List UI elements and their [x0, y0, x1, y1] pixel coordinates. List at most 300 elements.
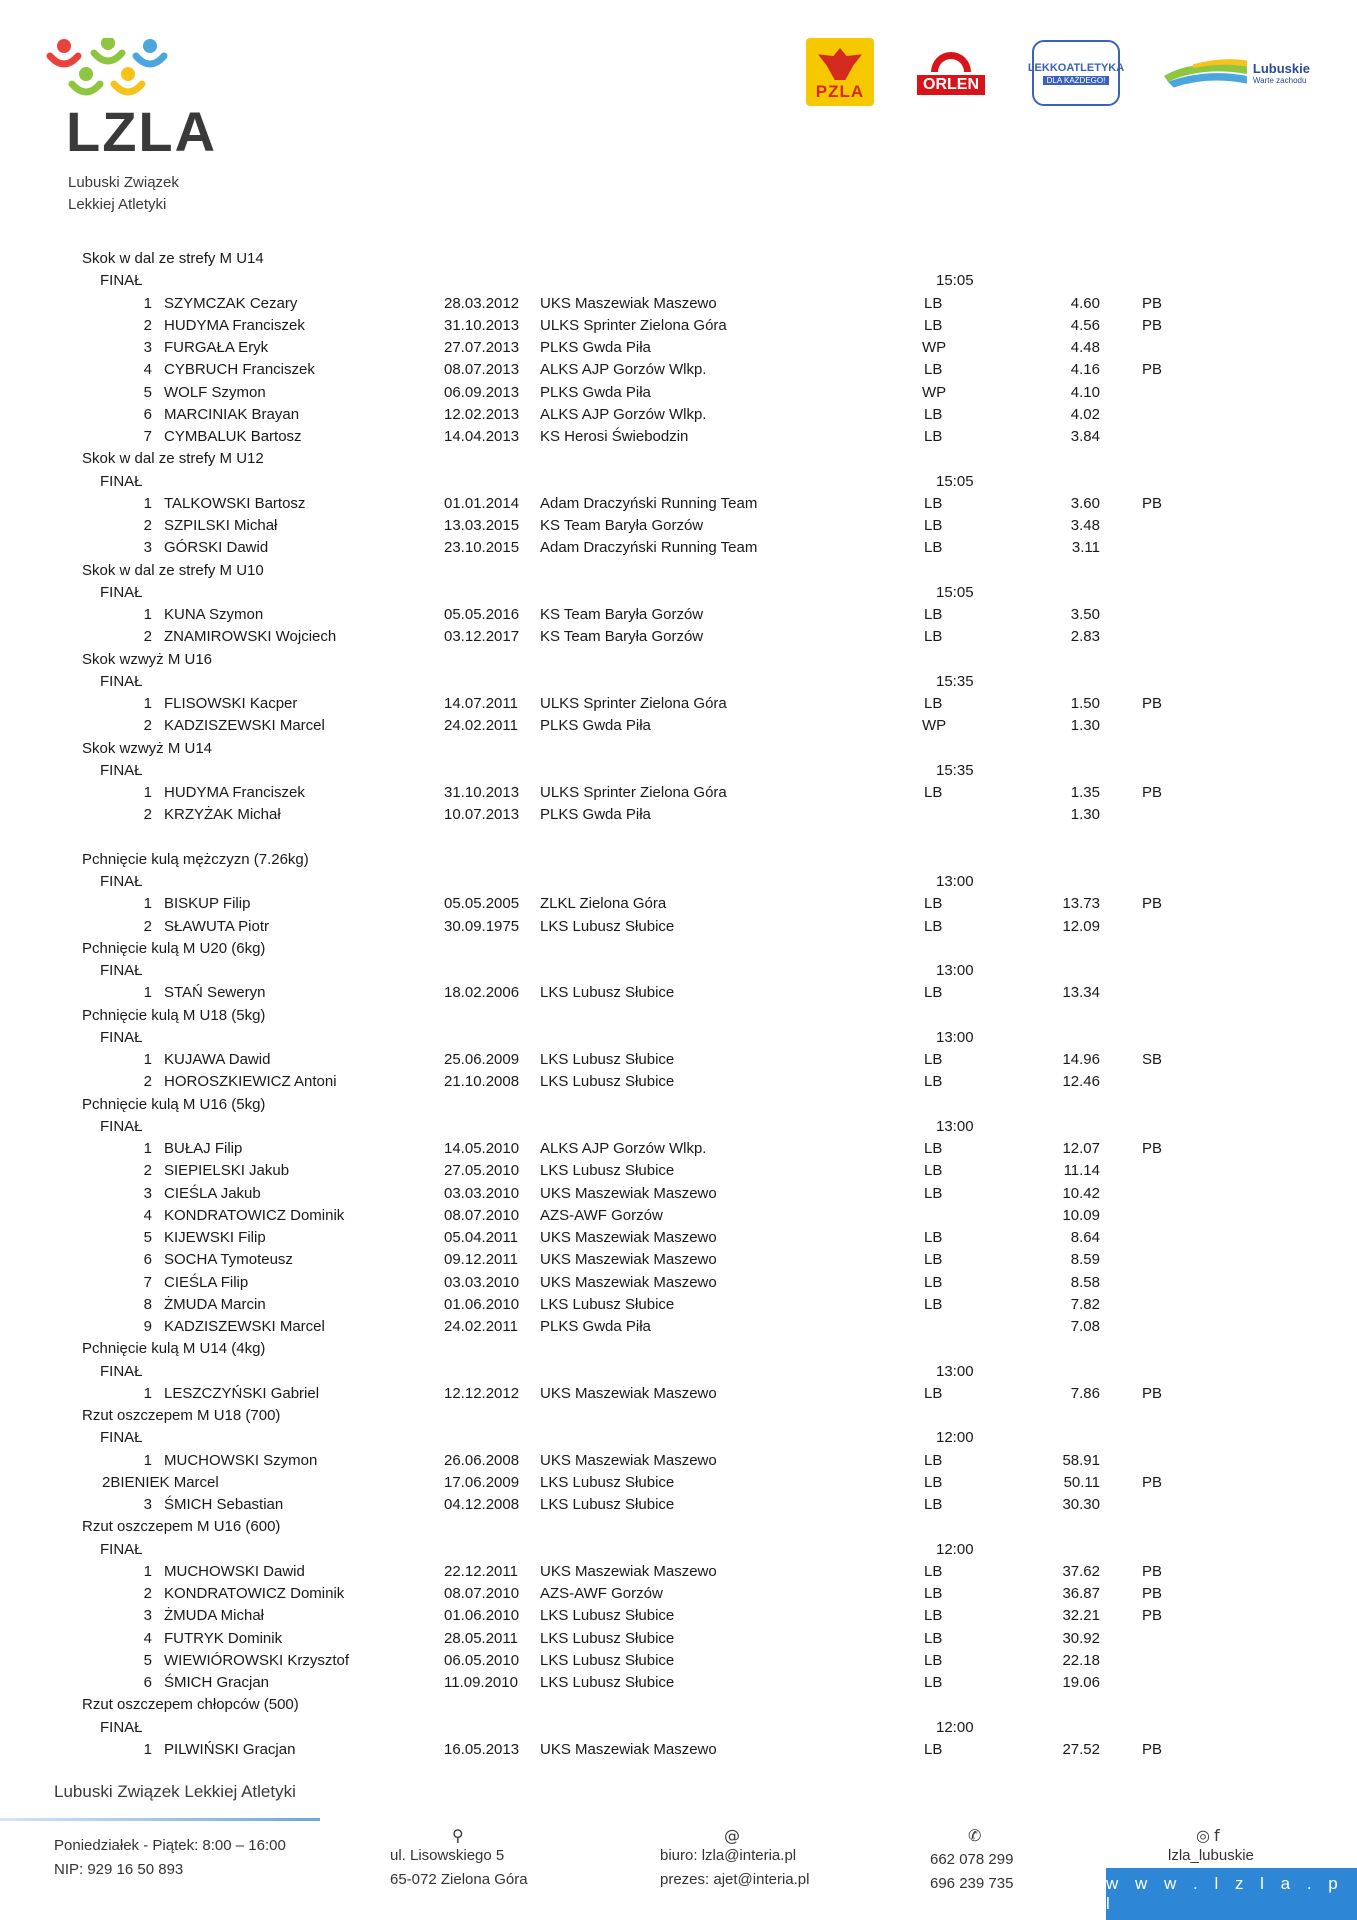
- result-place: 7: [143, 428, 152, 445]
- event-time: 15:05: [936, 583, 974, 601]
- result-mark: 27.52: [1062, 1740, 1100, 1758]
- logo-wordmark: LZLA: [66, 100, 218, 163]
- result-club: AZS-AWF Gorzów: [540, 1206, 663, 1224]
- event-title: Pchnięcie kulą mężczyzn (7.26kg): [82, 850, 309, 868]
- result-row: [0, 982, 1357, 1004]
- result-athlete-name: KADZISZEWSKI Marcel: [164, 717, 325, 735]
- event-round-row: [0, 960, 1357, 982]
- result-region: LB: [924, 1140, 943, 1157]
- result-region: LB: [924, 294, 943, 312]
- event-round: FINAŁ: [100, 1028, 143, 1046]
- result-place: 6: [143, 1251, 152, 1269]
- page-header: [0, 0, 1357, 240]
- result-athlete-name: KADZISZEWSKI Marcel: [164, 1318, 325, 1335]
- result-birth-date: 14.04.2013: [444, 428, 520, 445]
- event-time: 13:00: [936, 1028, 974, 1046]
- result-row: [0, 1583, 1357, 1605]
- result-row: [0, 382, 1357, 404]
- result-place: 8: [143, 1295, 152, 1313]
- event-round-row: [0, 1361, 1357, 1383]
- event-round-row: [0, 1539, 1357, 1561]
- event-round-row: [0, 471, 1357, 493]
- result-mark: 1.30: [1070, 806, 1100, 824]
- event-round: FINAŁ: [100, 472, 143, 490]
- result-mark: 4.16: [1070, 361, 1100, 379]
- result-birth-date: 08.07.2010: [444, 1206, 520, 1224]
- result-athlete-name: STAŃ Seweryn: [164, 984, 266, 1002]
- event-title: Rzut oszczepem chłopców (500): [82, 1696, 299, 1714]
- event-round: FINAŁ: [100, 761, 143, 779]
- footer-office-info: [54, 1834, 286, 1882]
- result-mark: 4.60: [1070, 294, 1100, 312]
- result-mark: 58.91: [1062, 1451, 1100, 1469]
- result-place: 1: [143, 784, 152, 801]
- result-athlete-name: SZPILSKI Michał: [164, 517, 278, 534]
- result-athlete-name: MUCHOWSKI Dawid: [164, 1562, 305, 1580]
- result-mark: 7.82: [1070, 1295, 1100, 1313]
- result-region: LB: [924, 316, 943, 334]
- result-club: LKS Lubusz Słubice: [540, 1473, 675, 1491]
- result-birth-date: 05.05.2005: [444, 895, 520, 913]
- result-region: LB: [924, 1384, 943, 1402]
- result-mark: 3.84: [1070, 428, 1100, 445]
- result-place: 1: [143, 984, 152, 1002]
- result-place: 5: [143, 1651, 152, 1669]
- result-birth-date: 09.12.2011: [444, 1251, 518, 1269]
- result-athlete-name: CIEŚLA Filip: [164, 1273, 249, 1291]
- event-round-row: [0, 582, 1357, 604]
- result-athlete-name: BIENIEK Marcel: [110, 1473, 219, 1491]
- result-row: [0, 404, 1357, 426]
- result-athlete-name: KONDRATOWICZ Dominik: [164, 1206, 345, 1224]
- result-club: LKS Lubusz Słubice: [540, 917, 675, 935]
- result-row: [0, 1450, 1357, 1472]
- result-note-badge: PB: [1142, 316, 1163, 334]
- event-title-row: [0, 849, 1357, 871]
- result-row: [0, 1183, 1357, 1205]
- result-region: LB: [924, 1162, 943, 1180]
- result-birth-date: 01.06.2010: [444, 1295, 520, 1313]
- result-note-badge: PB: [1142, 1562, 1163, 1580]
- result-row: [0, 1049, 1357, 1071]
- event-title-row: [0, 448, 1357, 470]
- result-athlete-name: ŻMUDA Marcin: [164, 1295, 266, 1313]
- result-region: LB: [924, 895, 943, 913]
- event-time: 15:35: [936, 672, 974, 690]
- orlen-eagle-icon: [931, 52, 971, 72]
- result-birth-date: 08.07.2010: [444, 1585, 520, 1602]
- lubuskie-logo-sublabel: Warte zachodu: [1252, 76, 1307, 85]
- result-mark: 3.60: [1070, 494, 1100, 512]
- lubuskie-logo-label: Lubuskie: [1252, 61, 1310, 76]
- event-time: 13:00: [936, 1362, 974, 1380]
- result-club: LKS Lubusz Słubice: [540, 1629, 675, 1647]
- result-place: 6: [143, 405, 152, 423]
- result-region: LB: [924, 984, 943, 1002]
- logo-subtitle-line1: Lubuski Związek: [68, 174, 179, 191]
- orlen-logo-label: ORLEN: [917, 75, 985, 95]
- result-region: LB: [924, 628, 943, 646]
- result-club: LKS Lubusz Słubice: [540, 1051, 675, 1068]
- result-club: ZLKL Zielona Góra: [540, 895, 667, 913]
- event-title-row: [0, 1338, 1357, 1360]
- result-note-badge: PB: [1142, 784, 1163, 801]
- result-mark: 3.48: [1070, 517, 1100, 534]
- event-time: 15:05: [936, 472, 974, 490]
- result-place: 5: [143, 383, 152, 401]
- result-place: 2: [143, 917, 152, 935]
- result-birth-date: 04.12.2008: [444, 1496, 520, 1513]
- result-mark: 7.86: [1070, 1384, 1100, 1402]
- result-row: [0, 1605, 1357, 1627]
- result-mark: 30.92: [1062, 1629, 1100, 1647]
- result-row: [0, 782, 1357, 804]
- result-region: LB: [924, 1674, 943, 1691]
- result-region: LB: [924, 494, 943, 512]
- result-region: LB: [924, 606, 943, 623]
- result-region: LB: [924, 1607, 943, 1625]
- result-club: LKS Lubusz Słubice: [540, 984, 675, 1002]
- event-time: 13:00: [936, 873, 974, 890]
- result-place: 4: [143, 361, 152, 379]
- result-athlete-name: LESZCZYŃSKI Gabriel: [164, 1384, 320, 1402]
- result-mark: 50.11: [1063, 1473, 1100, 1491]
- event-round-row: [0, 760, 1357, 782]
- result-place: 1: [143, 606, 152, 623]
- result-row: [0, 715, 1357, 737]
- result-note-badge: PB: [1142, 895, 1163, 913]
- footer-emails: [660, 1844, 809, 1892]
- result-row: [0, 1138, 1357, 1160]
- footer-phone-1[interactable]: 662 078 299: [930, 1851, 1014, 1868]
- result-row: [0, 1227, 1357, 1249]
- event-round: FINAŁ: [100, 1362, 143, 1380]
- result-region: LB: [924, 405, 943, 423]
- result-club: PLKS Gwda Piła: [540, 339, 651, 356]
- result-club: LKS Lubusz Słubice: [540, 1295, 675, 1313]
- result-mark: 8.59: [1070, 1251, 1100, 1269]
- result-row: [0, 1739, 1357, 1761]
- result-row: [0, 426, 1357, 448]
- at-sign-icon: @: [724, 1826, 740, 1845]
- result-athlete-name: FLISOWSKI Kacper: [164, 695, 298, 712]
- result-row: [0, 1249, 1357, 1271]
- result-region: WP: [922, 717, 947, 735]
- lzla-logo: [44, 38, 218, 228]
- result-row: [0, 916, 1357, 938]
- result-birth-date: 14.07.2011: [444, 695, 518, 712]
- result-mark: 4.56: [1070, 316, 1100, 334]
- result-club: LKS Lubusz Słubice: [540, 1073, 675, 1091]
- result-birth-date: 31.10.2013: [444, 316, 520, 334]
- event-title-row: [0, 1516, 1357, 1538]
- result-athlete-name: ZNAMIROWSKI Wojciech: [164, 628, 337, 646]
- event-title: Skok w dal ze strefy M U10: [82, 561, 264, 579]
- result-club: UKS Maszewiak Maszewo: [540, 1251, 717, 1269]
- result-club: UKS Maszewiak Maszewo: [540, 1229, 717, 1246]
- event-round: FINAŁ: [100, 272, 143, 290]
- result-place: 2: [102, 1473, 111, 1491]
- result-birth-date: 14.05.2010: [444, 1140, 520, 1157]
- result-birth-date: 18.02.2006: [444, 984, 520, 1002]
- result-row: [0, 693, 1357, 715]
- footer-address: [390, 1844, 528, 1892]
- result-place: 1: [143, 895, 152, 913]
- result-club: ULKS Sprinter Zielona Góra: [540, 695, 727, 712]
- event-title: Pchnięcie kulą M U14 (4kg): [82, 1340, 266, 1358]
- lubuskie-logo: [1164, 50, 1310, 96]
- result-club: PLKS Gwda Piła: [540, 717, 651, 735]
- result-note-badge: PB: [1142, 494, 1163, 512]
- result-athlete-name: MARCINIAK Brayan: [164, 405, 300, 423]
- result-club: UKS Maszewiak Maszewo: [540, 1184, 717, 1202]
- event-round: FINAŁ: [100, 1429, 143, 1447]
- result-mark: 7.08: [1070, 1318, 1100, 1335]
- result-region: LB: [924, 1073, 943, 1091]
- event-round-row: [0, 1717, 1357, 1739]
- result-athlete-name: ŚMICH Sebastian: [164, 1496, 284, 1513]
- result-club: Adam Draczyński Running Team: [540, 494, 758, 512]
- event-round-row: [0, 270, 1357, 292]
- footer-phone-2[interactable]: 696 239 735: [930, 1875, 1014, 1892]
- result-place: 1: [143, 494, 152, 512]
- result-club: LKS Lubusz Słubice: [540, 1651, 675, 1669]
- result-mark: 12.07: [1062, 1140, 1100, 1157]
- result-place: 5: [143, 1229, 152, 1246]
- event-round-row: [0, 671, 1357, 693]
- result-birth-date: 05.04.2011: [444, 1229, 518, 1246]
- result-club: LKS Lubusz Słubice: [540, 1496, 675, 1513]
- result-club: PLKS Gwda Piła: [540, 383, 651, 401]
- event-title-row: [0, 738, 1357, 760]
- result-birth-date: 27.07.2013: [444, 339, 520, 356]
- result-place: 1: [143, 1562, 152, 1580]
- footer-email-president[interactable]: prezes: ajet@interia.pl: [660, 1871, 810, 1888]
- result-place: 2: [143, 1585, 152, 1602]
- event-round: FINAŁ: [100, 1718, 143, 1736]
- result-mark: 3.50: [1070, 606, 1100, 623]
- result-mark: 4.10: [1070, 383, 1100, 401]
- result-mark: 3.11: [1071, 539, 1100, 557]
- result-place: 1: [143, 695, 152, 712]
- result-mark: 22.18: [1062, 1651, 1100, 1669]
- result-club: UKS Maszewiak Maszewo: [540, 1562, 717, 1580]
- footer-nip: NIP: 929 16 50 893: [54, 1861, 184, 1878]
- page-footer: [0, 1770, 1357, 1920]
- event-title: Pchnięcie kulą M U16 (5kg): [82, 1095, 266, 1113]
- result-club: Adam Draczyński Running Team: [540, 539, 758, 557]
- result-place: 7: [143, 1273, 152, 1291]
- result-row: [0, 1316, 1357, 1338]
- event-title-row: [0, 649, 1357, 671]
- result-birth-date: 22.12.2011: [444, 1562, 518, 1580]
- result-place: 1: [143, 1051, 152, 1068]
- result-row: [0, 1160, 1357, 1182]
- event-title: Skok wzwyż M U16: [82, 650, 213, 668]
- result-birth-date: 24.02.2011: [444, 1318, 518, 1335]
- result-club: LKS Lubusz Słubice: [540, 1607, 675, 1625]
- logo-subtitle-line2: Lekkiej Atletyki: [68, 196, 167, 213]
- result-row: [0, 1628, 1357, 1650]
- result-region: LB: [924, 917, 943, 935]
- event-title: Pchnięcie kulą M U18 (5kg): [82, 1006, 266, 1024]
- result-athlete-name: HUDYMA Franciszek: [164, 316, 305, 334]
- phone-icon: ✆: [968, 1826, 982, 1845]
- result-region: LB: [924, 1451, 943, 1469]
- footer-org-name: Lubuski Związek Lekkiej Atletyki: [54, 1782, 296, 1801]
- result-note-badge: PB: [1142, 294, 1163, 312]
- event-time: 15:35: [936, 761, 974, 779]
- event-title-row: [0, 560, 1357, 582]
- result-birth-date: 05.05.2016: [444, 606, 520, 623]
- result-row: [0, 1383, 1357, 1405]
- result-athlete-name: FURGAŁA Eryk: [164, 339, 269, 356]
- result-athlete-name: ŚMICH Gracjan: [164, 1674, 270, 1691]
- result-region: WP: [922, 383, 947, 401]
- result-mark: 14.96: [1062, 1051, 1100, 1068]
- event-time: 12:00: [936, 1429, 974, 1447]
- result-club: AZS-AWF Gorzów: [540, 1585, 663, 1602]
- result-club: KS Herosi Świebodzin: [540, 428, 689, 445]
- result-region: LB: [924, 1473, 943, 1491]
- result-note-badge: PB: [1142, 1384, 1163, 1402]
- result-row: [0, 315, 1357, 337]
- result-note-badge: PB: [1142, 1607, 1163, 1625]
- event-title: Skok w dal ze strefy M U12: [82, 450, 264, 468]
- result-mark: 8.58: [1070, 1273, 1100, 1291]
- website-link[interactable]: w w w . l z l a . p l: [1106, 1868, 1357, 1920]
- lekkoatletyka-logo: [1027, 40, 1125, 106]
- result-place: 4: [143, 1629, 152, 1647]
- event-round: FINAŁ: [100, 672, 143, 690]
- result-club: UKS Maszewiak Maszewo: [540, 294, 717, 312]
- result-athlete-name: BUŁAJ Filip: [164, 1140, 243, 1157]
- result-row: [0, 493, 1357, 515]
- result-place: 1: [143, 294, 152, 312]
- result-region: LB: [924, 361, 943, 379]
- result-region: LB: [924, 1229, 943, 1246]
- result-note-badge: PB: [1142, 695, 1163, 712]
- result-place: 3: [143, 539, 152, 557]
- footer-divider: [0, 1818, 320, 1821]
- result-birth-date: 01.01.2014: [444, 494, 520, 512]
- result-mark: 12.09: [1062, 917, 1100, 935]
- result-birth-date: 12.12.2012: [444, 1384, 520, 1402]
- result-club: PLKS Gwda Piła: [540, 806, 651, 824]
- result-birth-date: 03.12.2017: [444, 628, 520, 646]
- result-club: KS Team Baryła Gorzów: [540, 517, 704, 534]
- footer-social-handle[interactable]: lzla_lubuskie: [1168, 1847, 1254, 1864]
- result-region: LB: [924, 1184, 943, 1202]
- result-row: [0, 1672, 1357, 1694]
- result-place: 3: [143, 1496, 152, 1513]
- result-athlete-name: KUNA Szymon: [164, 606, 264, 623]
- instagram-icon[interactable]: ◎: [1196, 1826, 1210, 1845]
- result-place: 9: [143, 1318, 152, 1335]
- result-athlete-name: GÓRSKI Dawid: [164, 539, 269, 557]
- result-mark: 19.06: [1062, 1674, 1100, 1691]
- result-club: ULKS Sprinter Zielona Góra: [540, 784, 727, 801]
- event-time: 13:00: [936, 1117, 974, 1135]
- result-athlete-name: WOLF Szymon: [164, 383, 266, 401]
- result-place: 2: [143, 628, 152, 646]
- result-region: LB: [924, 539, 943, 557]
- result-region: LB: [924, 1251, 943, 1269]
- result-club: LKS Lubusz Słubice: [540, 1674, 675, 1691]
- result-region: WP: [922, 339, 947, 356]
- result-athlete-name: KONDRATOWICZ Dominik: [164, 1585, 345, 1602]
- result-place: 1: [143, 1140, 152, 1157]
- event-title-row: [0, 1405, 1357, 1427]
- result-place: 3: [143, 1607, 152, 1625]
- result-athlete-name: HOROSZKIEWICZ Antoni: [164, 1073, 337, 1091]
- result-athlete-name: SŁAWUTA Piotr: [164, 917, 270, 935]
- result-club: ALKS AJP Gorzów Wlkp.: [540, 1140, 707, 1157]
- result-mark: 4.48: [1070, 339, 1100, 356]
- result-club: UKS Maszewiak Maszewo: [540, 1740, 717, 1758]
- event-round-row: [0, 1427, 1357, 1449]
- result-place: 6: [143, 1674, 152, 1691]
- result-place: 2: [143, 517, 152, 534]
- result-birth-date: 03.03.2010: [444, 1184, 520, 1202]
- event-title-row: [0, 1694, 1357, 1716]
- result-place: 2: [143, 1162, 152, 1180]
- result-place: 3: [143, 1184, 152, 1202]
- result-birth-date: 28.05.2011: [444, 1629, 518, 1647]
- result-region: LB: [924, 428, 943, 445]
- event-round-row: [0, 1116, 1357, 1138]
- event-round: FINAŁ: [100, 1540, 143, 1558]
- result-athlete-name: KIJEWSKI Filip: [164, 1229, 266, 1246]
- event-round-row: [0, 1027, 1357, 1049]
- result-place: 3: [143, 339, 152, 356]
- result-mark: 13.73: [1062, 895, 1100, 913]
- result-note-badge: PB: [1142, 361, 1163, 379]
- section-spacer: [0, 827, 1357, 849]
- footer-hours: Poniedziałek - Piątek: 8:00 – 16:00: [54, 1837, 286, 1854]
- result-row: [0, 359, 1357, 381]
- result-athlete-name: HUDYMA Franciszek: [164, 784, 305, 801]
- result-place-name: [102, 1472, 219, 1494]
- result-region: LB: [924, 1496, 943, 1513]
- result-place: 4: [143, 1206, 152, 1224]
- event-round: FINAŁ: [100, 873, 143, 890]
- result-place: 1: [143, 1451, 152, 1469]
- result-region: LB: [924, 784, 943, 801]
- event-round: FINAŁ: [100, 1117, 143, 1135]
- result-mark: 10.42: [1062, 1184, 1100, 1202]
- result-athlete-name: SZYMCZAK Cezary: [164, 294, 298, 312]
- footer-phones: [930, 1848, 1013, 1896]
- result-region: LB: [924, 1273, 943, 1291]
- result-athlete-name: SIEPIELSKI Jakub: [164, 1162, 290, 1180]
- result-athlete-name: CYMBALUK Bartosz: [164, 428, 302, 445]
- result-region: LB: [924, 1740, 943, 1758]
- result-birth-date: 16.05.2013: [444, 1740, 520, 1758]
- result-club: KS Team Baryła Gorzów: [540, 606, 704, 623]
- result-club: KS Team Baryła Gorzów: [540, 628, 704, 646]
- footer-email-office[interactable]: biuro: lzla@interia.pl: [660, 1847, 797, 1864]
- pzla-logo: [806, 38, 874, 106]
- event-title: Rzut oszczepem M U16 (600): [82, 1518, 281, 1536]
- result-mark: 10.09: [1062, 1206, 1100, 1224]
- result-athlete-name: KUJAWA Dawid: [164, 1051, 271, 1068]
- facebook-icon[interactable]: f: [1214, 1826, 1220, 1845]
- result-mark: 30.30: [1062, 1496, 1100, 1513]
- result-row: [0, 893, 1357, 915]
- event-round: FINAŁ: [100, 962, 143, 979]
- result-mark: 36.87: [1062, 1585, 1100, 1602]
